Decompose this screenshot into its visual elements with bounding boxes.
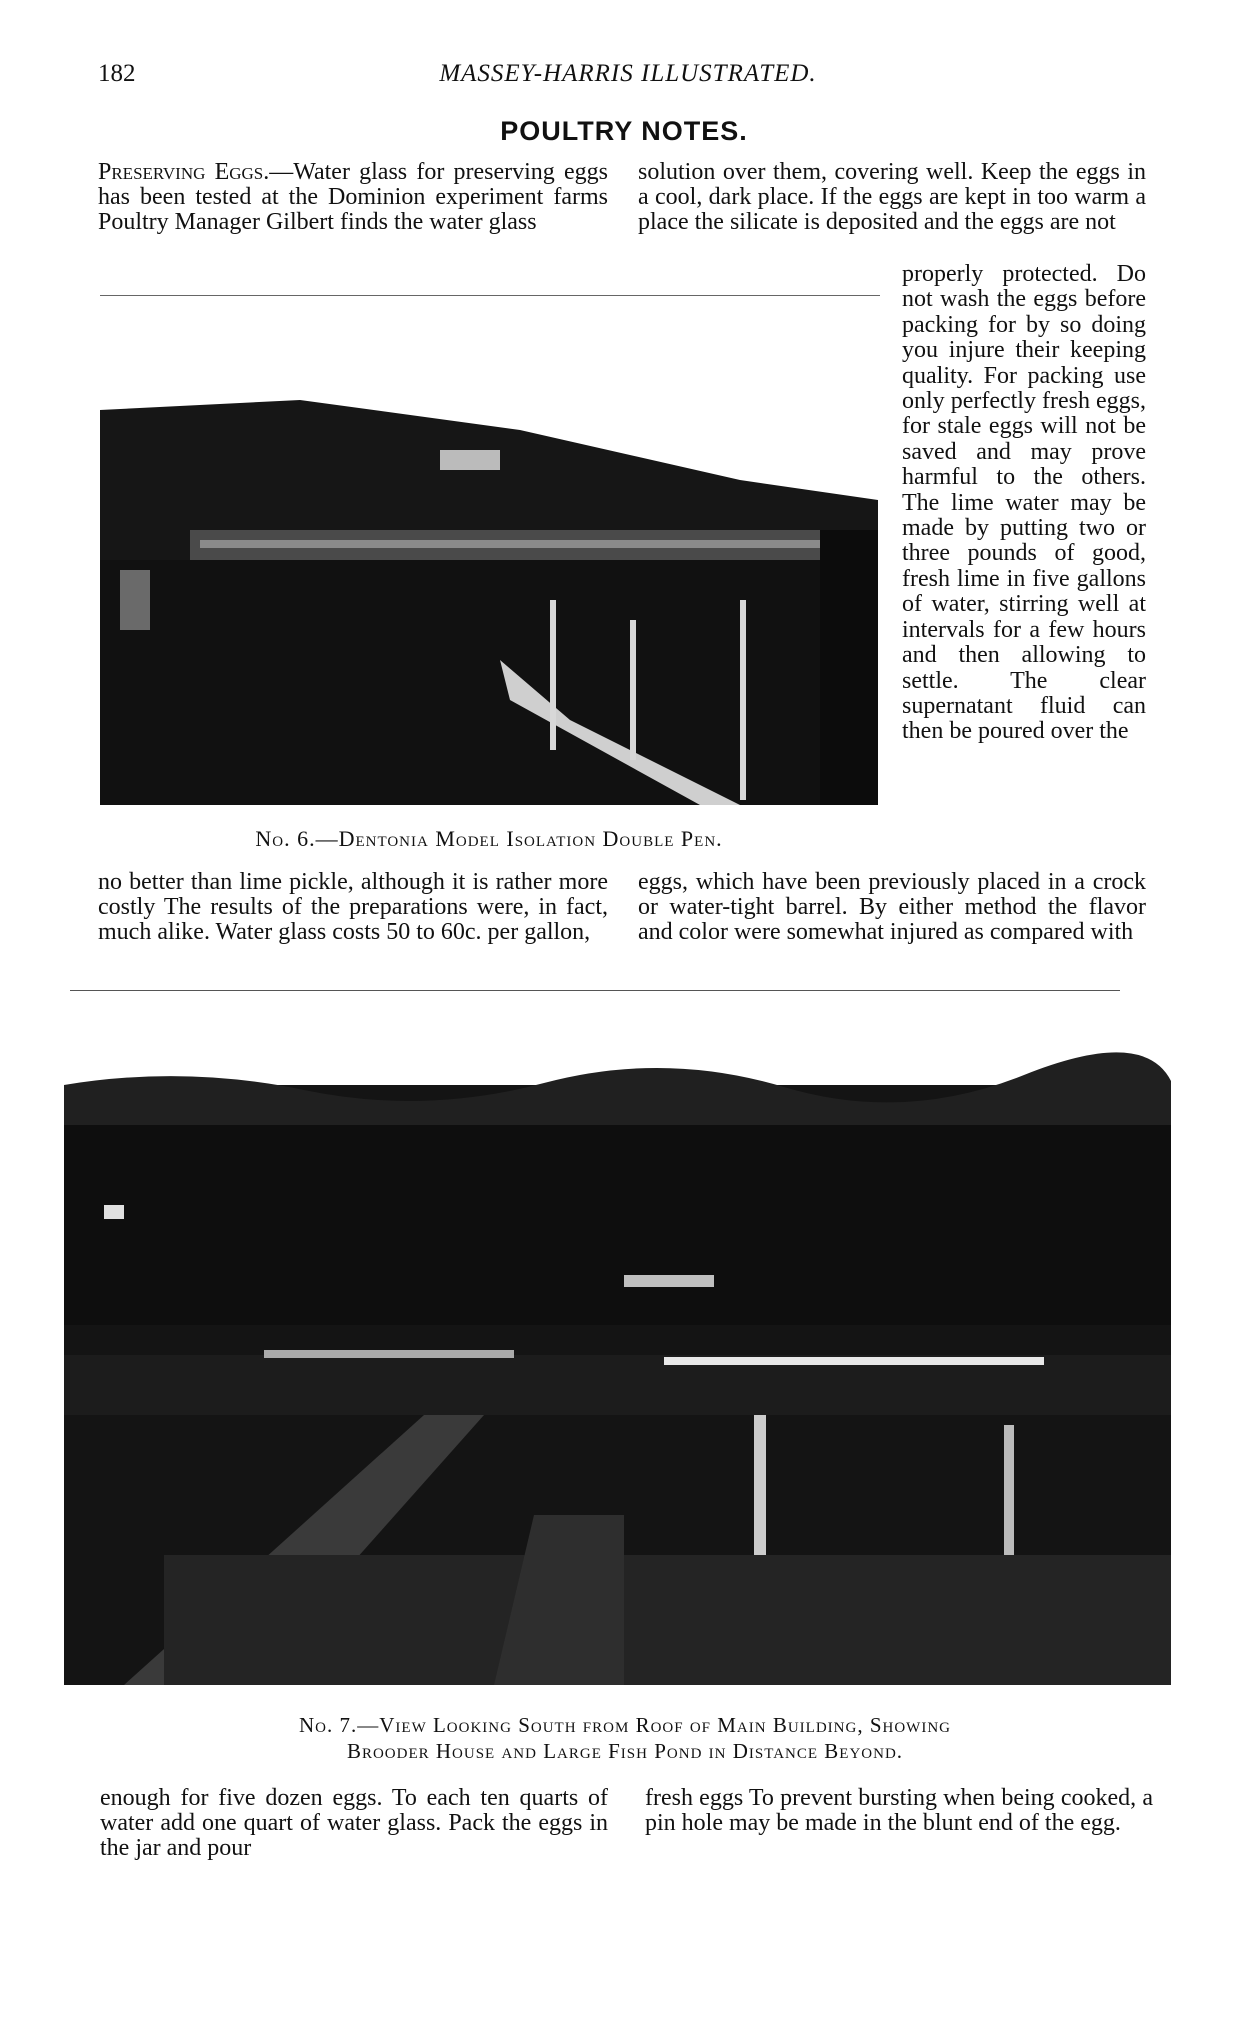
figure6-photo	[100, 300, 878, 805]
article-col1-top	[98, 160, 608, 235]
figure7-photo	[64, 995, 1171, 1685]
page-header	[98, 60, 1158, 94]
article-col2-mid: eggs, which have been previously placed in a crock or water-tight barrel. By either method the flavor and color were somewhat injured as compared with	[638, 869, 1146, 945]
article-col1-bottom: enough for five dozen eggs. To each ten quarts of water add one quart of water glass. Pack the eggs in the jar and pour	[100, 1785, 608, 1861]
col1-top-text: —Water glass for preserving eggs has been tested at the Dominion experiment farms Poultry Manager Gilbert finds the water glass	[98, 159, 608, 235]
article-col1-mid: no better than lime pickle, although it is rather more costly The results of the preparations were, in fact, much alike. Water glass costs 50 to 60c. per gallon,	[98, 869, 608, 945]
figure6-illustration	[100, 300, 878, 805]
section-title: POULTRY NOTES.	[500, 116, 748, 146]
figure7-caption-line2: Brooder House and Large Fish Pond in Distance Beyond.	[346, 1739, 904, 1763]
figure7-caption-line1: No. 7.—View Looking South from Roof of Main Building, Showing	[299, 1713, 951, 1737]
figure7-caption	[70, 1712, 1180, 1764]
article-col2-top: solution over them, covering well. Keep the eggs in a cool, dark place. If the eggs are kept in too warm a place the silicate is deposited and the eggs are not	[638, 159, 1146, 235]
page-number: 182	[98, 60, 136, 87]
figure7-top-rule	[70, 990, 1120, 991]
lead-in: Preserving Eggs.	[98, 159, 270, 185]
running-head: MASSEY-HARRIS ILLUSTRATED.	[439, 60, 817, 87]
figure6-top-rule	[100, 295, 880, 296]
figure6-caption: No. 6.—Dentonia Model Isolation Double Pen.	[255, 826, 723, 851]
figure7-illustration	[64, 995, 1171, 1685]
article-col2-bottom: fresh eggs To prevent bursting when being cooked, a pin hole may be made in the blunt end of the egg.	[645, 1785, 1153, 1836]
article-col2-side: properly protected. Do not wash the eggs before packing for by so doing you injure their keeping quality. For packing use only perfectly fresh eggs, for stale eggs will not be saved and may prove harmful to the others. The lime water may be made by putting two or three pounds of good, fresh lime in five gallons of water, stirring well at intervals for a few hours and then allowing to settle. The clear supernatant fluid can then be poured over the	[902, 261, 1146, 745]
